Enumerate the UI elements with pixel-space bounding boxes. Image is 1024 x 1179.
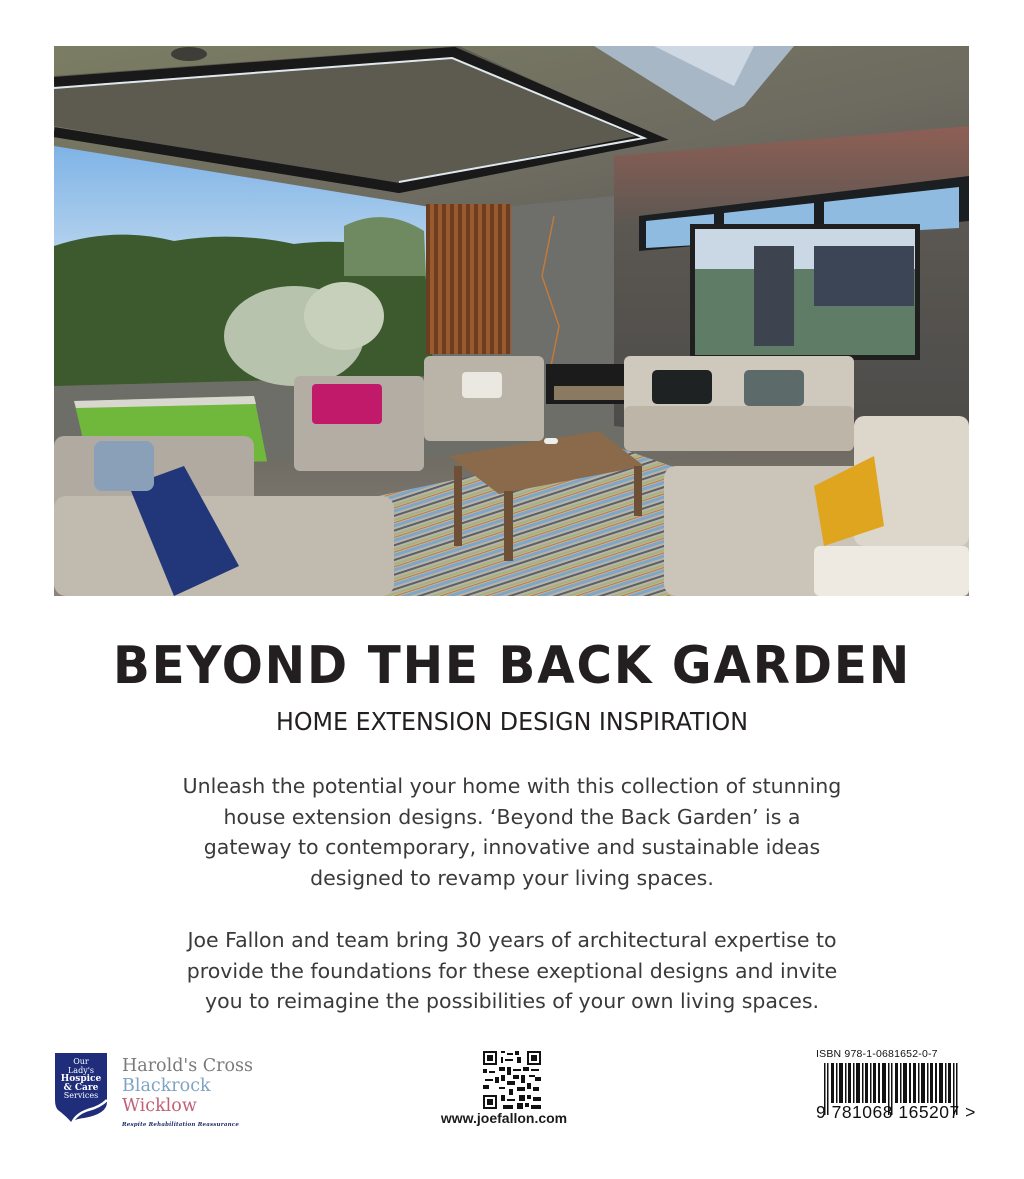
- description-line: gateway to contemporary, innovative and sustainable ideas: [203, 835, 821, 859]
- shield-line: & Care: [63, 1082, 99, 1093]
- book-subtitle: HOME EXTENSION DESIGN INSPIRATION: [275, 707, 749, 736]
- hospice-locations: [122, 1056, 253, 1116]
- isbn-digits: 9 781068 165207 >: [816, 1102, 976, 1122]
- description-line: Unleash the potential your home with this collection of stunning: [182, 774, 842, 798]
- photo-image-icon: [54, 46, 969, 596]
- description-line: you to reimagine the possibilities of your own living spaces.: [204, 989, 820, 1013]
- book-title: BEYOND THE BACK GARDEN: [112, 636, 912, 696]
- description-paragraph-2: [112, 925, 912, 1017]
- website-link[interactable]: www.joefallon.com: [440, 1110, 568, 1126]
- description-line: designed to revamp your living spaces.: [310, 865, 714, 890]
- description-line: provide the foundations for these exeptional designs and invite: [186, 958, 838, 983]
- description-line: house extension designs. ‘Beyond the Back Garden’ is a: [223, 804, 801, 829]
- shield-line: Our: [73, 1057, 89, 1066]
- location-blackrock: Blackrock: [122, 1076, 211, 1096]
- description-paragraph-1: [112, 771, 912, 893]
- description-line: Joe Fallon and team bring 30 years of architectural expertise to: [187, 928, 837, 952]
- location-harolds-cross: Harold's Cross: [122, 1056, 254, 1076]
- shield-line: Hospice: [60, 1074, 102, 1084]
- location-wicklow: Wicklow: [122, 1096, 197, 1116]
- qr-code-icon[interactable]: [483, 1051, 541, 1109]
- shield-text: [54, 1058, 108, 1101]
- back-cover-footer: [0, 1040, 1024, 1140]
- shield-line: Lady's: [67, 1065, 95, 1075]
- cover-photo: [54, 46, 969, 596]
- hospice-tagline: Respite Rehabilitation Reassurance: [122, 1122, 240, 1128]
- hospice-logo: [54, 1048, 264, 1134]
- isbn-barcode-block: [816, 1048, 976, 1138]
- shield-line: Services: [63, 1091, 99, 1100]
- isbn-label: ISBN 978-1-0681652-0-7: [816, 1048, 938, 1060]
